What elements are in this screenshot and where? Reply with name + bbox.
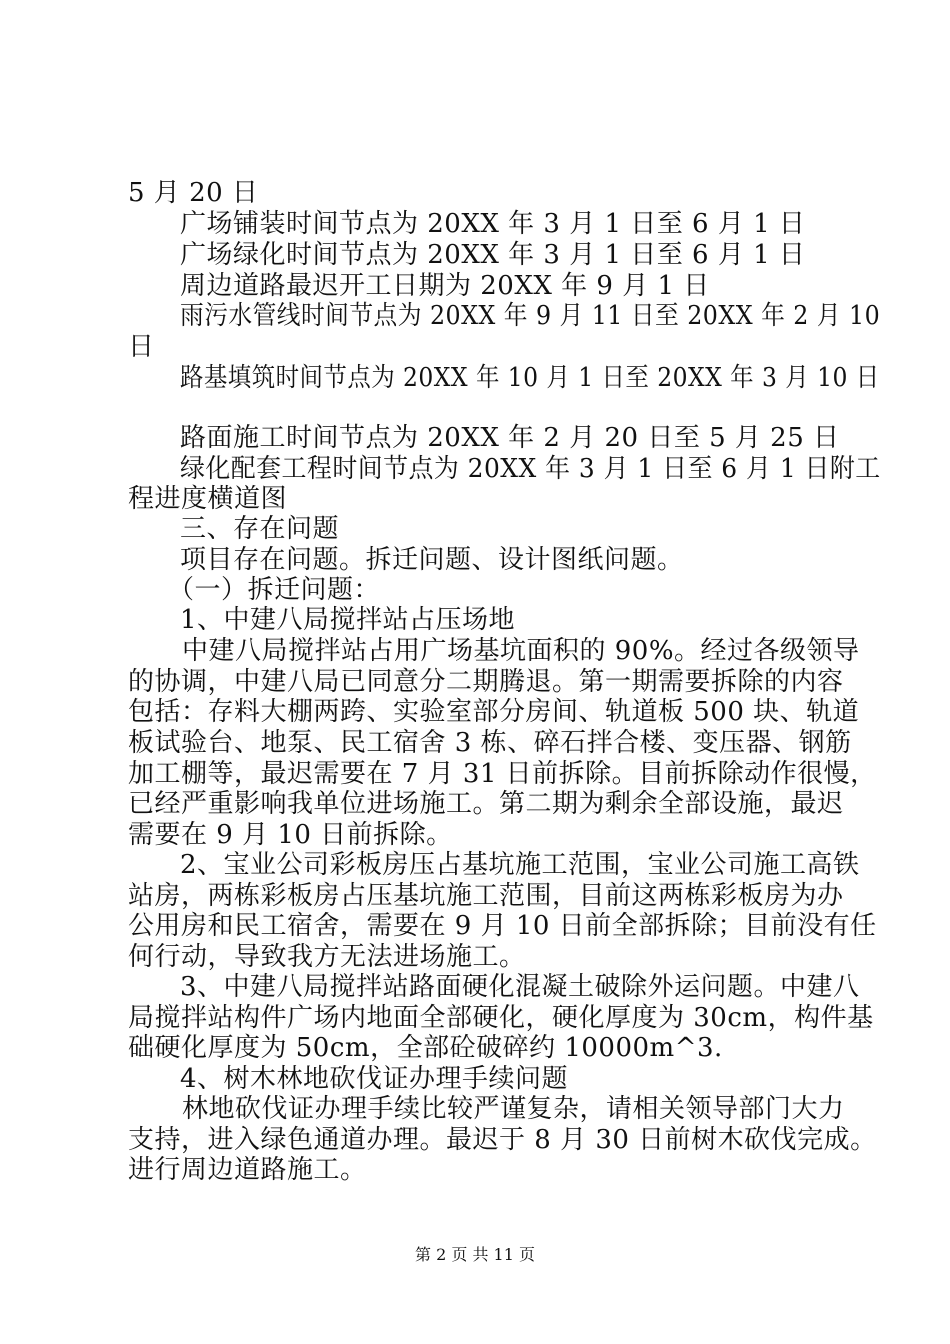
text-line: 已经严重影响我单位进场施工。第二期为剩余全部设施，最迟 bbox=[128, 789, 844, 819]
text-line: 项目存在问题。拆迁问题、设计图纸问题。 bbox=[180, 545, 684, 575]
item-heading: 1、中建八局搅拌站占压场地 bbox=[180, 605, 516, 635]
item-heading: 4、树木林地砍伐证办理手续问题 bbox=[180, 1064, 569, 1094]
text-line: 林地砍伐证办理手续比较严谨复杂，请相关领导部门大力 bbox=[182, 1094, 845, 1124]
text-line: 周边道路最迟开工日期为 20XX 年 9 月 1 日 bbox=[180, 271, 710, 301]
text-line: 加工棚等，最迟需要在 7 月 31 日前拆除。目前拆除动作很慢， bbox=[128, 759, 877, 789]
text-line: 板试验台、地泵、民工宿舍 3 栋、碎石拌合楼、变压器、钢筋 bbox=[128, 728, 852, 758]
text-line: 雨污水管线时间节点为 20XX 年 9 月 11 日至 20XX 年 2 月 10 bbox=[180, 301, 881, 331]
text-line: 础硬化厚度为 50cm，全部砼破碎约 10000m^3. bbox=[128, 1033, 723, 1063]
text-line: 3、中建八局搅拌站路面硬化混凝土破除外运问题。中建八 bbox=[180, 972, 860, 1002]
text-line: 的协调，中建八局已同意分二期腾退。第一期需要拆除的内容 bbox=[128, 667, 844, 697]
text-line: 何行动，导致我方无法进场施工。 bbox=[128, 942, 526, 972]
text-line: 支持，进入绿色通道办理。最迟于 8 月 30 日前树木砍伐完成。 bbox=[128, 1125, 877, 1155]
text-line: 程进度横道图 bbox=[128, 484, 288, 514]
text-line: 2、宝业公司彩板房压占基坑施工范围，宝业公司施工高铁 bbox=[180, 850, 860, 880]
text-line: 5 月 20 日 bbox=[128, 178, 259, 208]
text-line: 局搅拌站构件广场内地面全部硬化，硬化厚度为 30cm，构件基 bbox=[128, 1003, 874, 1033]
text-line: 路面施工时间节点为 20XX 年 2 月 20 日至 5 月 25 日 bbox=[180, 423, 840, 453]
text-line: 需要在 9 月 10 日前拆除。 bbox=[128, 820, 453, 850]
text-line: 广场绿化时间节点为 20XX 年 3 月 1 日至 6 月 1 日 bbox=[180, 240, 806, 270]
subsection-heading: （一）拆迁问题： bbox=[168, 575, 381, 605]
text-line: 公用房和民工宿舍，需要在 9 月 10 日前全部拆除；目前没有任 bbox=[128, 911, 877, 941]
page-footer: 第 2 页 共 11 页 bbox=[415, 1245, 535, 1264]
text-line: 中建八局搅拌站占用广场基坑面积的 90%。经过各级领导 bbox=[182, 636, 860, 666]
text-line: 绿化配套工程时间节点为 20XX 年 3 月 1 日至 6 月 1 日附工 bbox=[180, 454, 881, 484]
text-line: 日 bbox=[128, 332, 155, 362]
text-line: 广场铺装时间节点为 20XX 年 3 月 1 日至 6 月 1 日 bbox=[180, 209, 806, 239]
section-heading: 三、存在问题 bbox=[180, 514, 340, 544]
text-line: 路基填筑时间节点为 20XX 年 10 月 1 日至 20XX 年 3 月 10 日 bbox=[180, 363, 880, 393]
text-line: 包括：存料大棚两跨、实验室部分房间、轨道板 500 块、轨道 bbox=[128, 697, 860, 727]
text-line: 站房，两栋彩板房占压基坑施工范围，目前这两栋彩板房为办 bbox=[128, 881, 844, 911]
text-line: 进行周边道路施工。 bbox=[128, 1155, 367, 1185]
